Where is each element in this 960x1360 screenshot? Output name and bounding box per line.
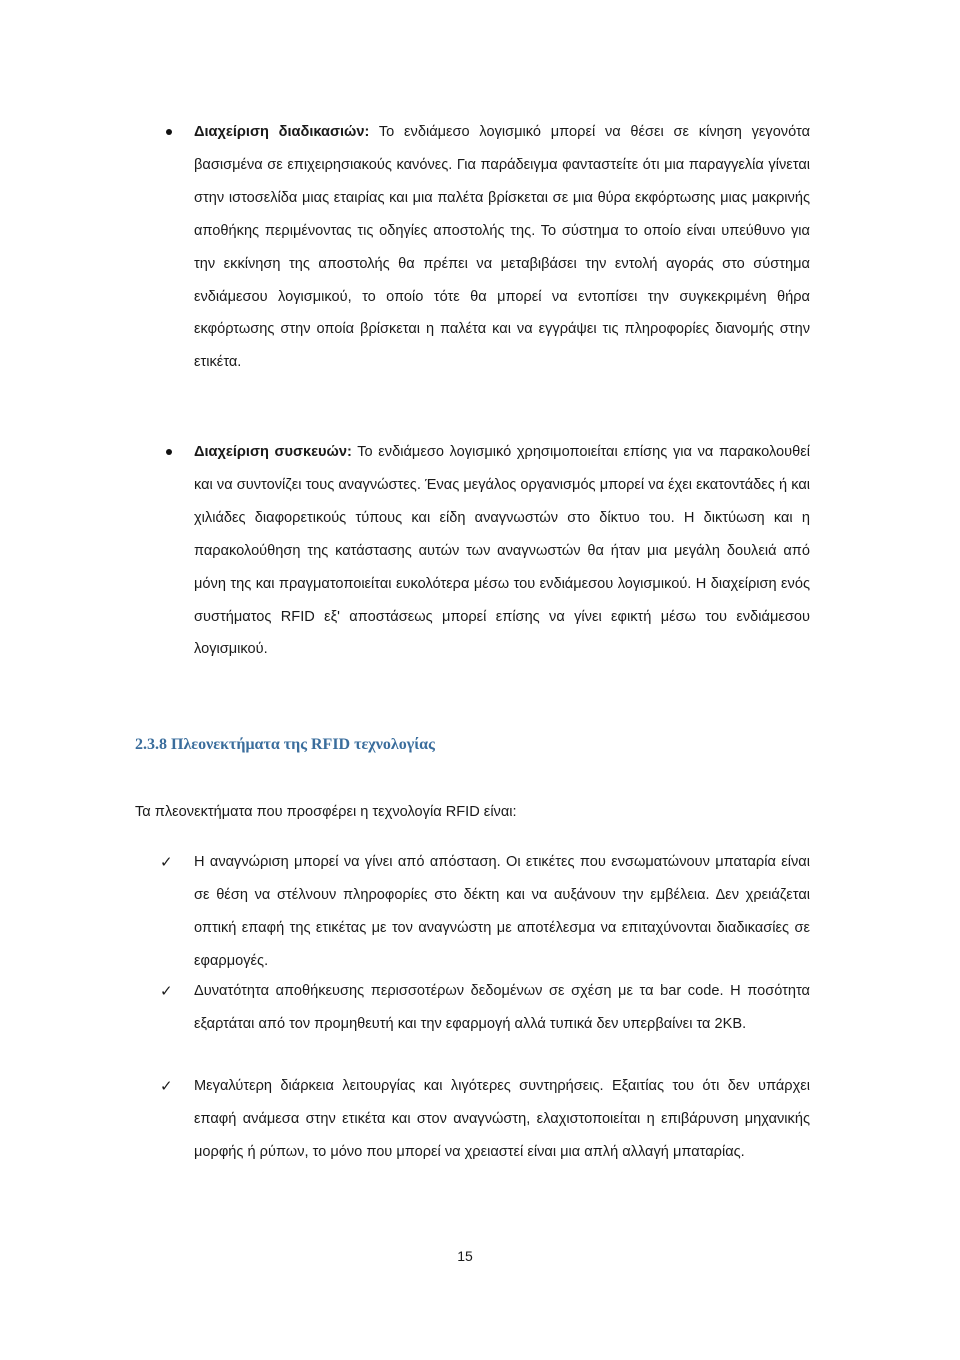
bullet-text (194, 116, 810, 379)
checkmark-icon: ✓ (160, 982, 173, 1000)
advantage-item (160, 975, 810, 1041)
bullet-item-process-management (166, 116, 810, 379)
bullet-text (194, 436, 810, 666)
bullet-title: Διαχείριση διαδικασιών: (194, 124, 370, 140)
bullet-body: Το ενδιάμεσο λογισμικό μπορεί να θέσει σε κίνηση γεγονότα βασισμένα σε επιχειρησιακούς κανόνες. Για παράδειγμα φανταστείτε ότι μια παραγγελία γίνεται στην ιστοσελίδα μιας εταιρίας και μια παλέτα βρίσκεται σε μια θύρα εκφόρτωσης μιας μακρινής αποθήκης περιμένοντας τις οδηγίες αποστολής της. Το σύστημα το οποίο είναι υπεύθυνο για την εκκίνηση της αποστολής θα πρέπει να μεταβιβάσει την εντολή αγοράς στο σύστημα ενδιάμεσου λογισμικού, το οποίο τότε θα μπορεί να εντοπίσει την συγκεκριμένη θήρα εκφόρτωσης στην οποία βρίσκεται η παλέτα και να εγγράψει τις πληροφορίες διανομής στην ετικέτα. (194, 124, 811, 371)
bullet-title: Διαχείριση συσκευών: (194, 444, 352, 460)
advantage-text: Δυνατότητα αποθήκευσης περισσοτέρων δεδομένων σε σχέση με τα bar code. Η ποσότητα εξαρτάται από τον προμηθευτή και την εφαρμογή αλλά τυπικά δεν υπερβαίνει τα 2KB. (194, 983, 810, 1032)
bullet-body: Το ενδιάμεσο λογισμικό χρησιμοποιείται επίσης για να παρακολουθεί και να συντονίζει τους αναγνώστες. Ένας μεγάλος οργανισμός μπορεί να έχει εκατοντάδες ή και χιλιάδες διαφορετικούς τύπους και είδη αναγνωστών στο δίκτυο του. Η δικτύωση και η παρακολούθηση της κατάστασης αυτών των αναγνωστών θα ήταν μια μεγάλη δουλειά από μόνη της και πραγματοποιείται ευκολότερα μέσω του ενδιάμεσου λογισμικού. Η διαχείριση ενός συστήματος RFID εξ' αποστάσεως μπορεί επίσης να γίνει εφικτή μέσω του ενδιάμεσου λογισμικού. (194, 444, 810, 658)
bullet-dot-icon (166, 129, 172, 135)
section-heading: 2.3.8 Πλεονεκτήματα της RFID τεχνολογίας (135, 736, 435, 753)
bullet-paragraph (166, 116, 810, 379)
advantage-item (160, 846, 810, 978)
advantage-item (160, 1070, 810, 1169)
page-number: 15 (457, 1248, 473, 1264)
checkmark-icon: ✓ (160, 1077, 173, 1095)
checkmark-icon: ✓ (160, 853, 173, 871)
intro-line: Τα πλεονεκτήματα που προσφέρει η τεχνολογία RFID είναι: (135, 804, 517, 820)
bullet-dot-icon (166, 449, 172, 455)
advantage-text: Μεγαλύτερη διάρκεια λειτουργίας και λιγότερες συντηρήσεις. Εξαιτίας του ότι δεν υπάρχει επαφή ανάμεσα στην ετικέτα και στον αναγνώστη, ελαχιστοποιείται η επιβάρυνση μηχανικής μορφής ή ρύπων, το μόνο που μπορεί να χρειαστεί είναι μια απλή αλλαγή μπαταρίας. (194, 1078, 810, 1160)
advantage-text: Η αναγνώριση μπορεί να γίνει από απόσταση. Οι ετικέτες που ενσωματώνουν μπαταρία είναι σε θέση να στέλνουν πληροφορίες στο δέκτη και να αυξάνουν την εμβέλεια. Δεν χρειάζεται οπτική επαφή της ετικέτας με τον αναγνώστη με αποτέλεσμα να επιταχύνονται διαδικασίες σε εφαρμογές. (194, 854, 810, 969)
bullet-paragraph (166, 436, 810, 666)
bullet-item-device-management (166, 436, 810, 666)
